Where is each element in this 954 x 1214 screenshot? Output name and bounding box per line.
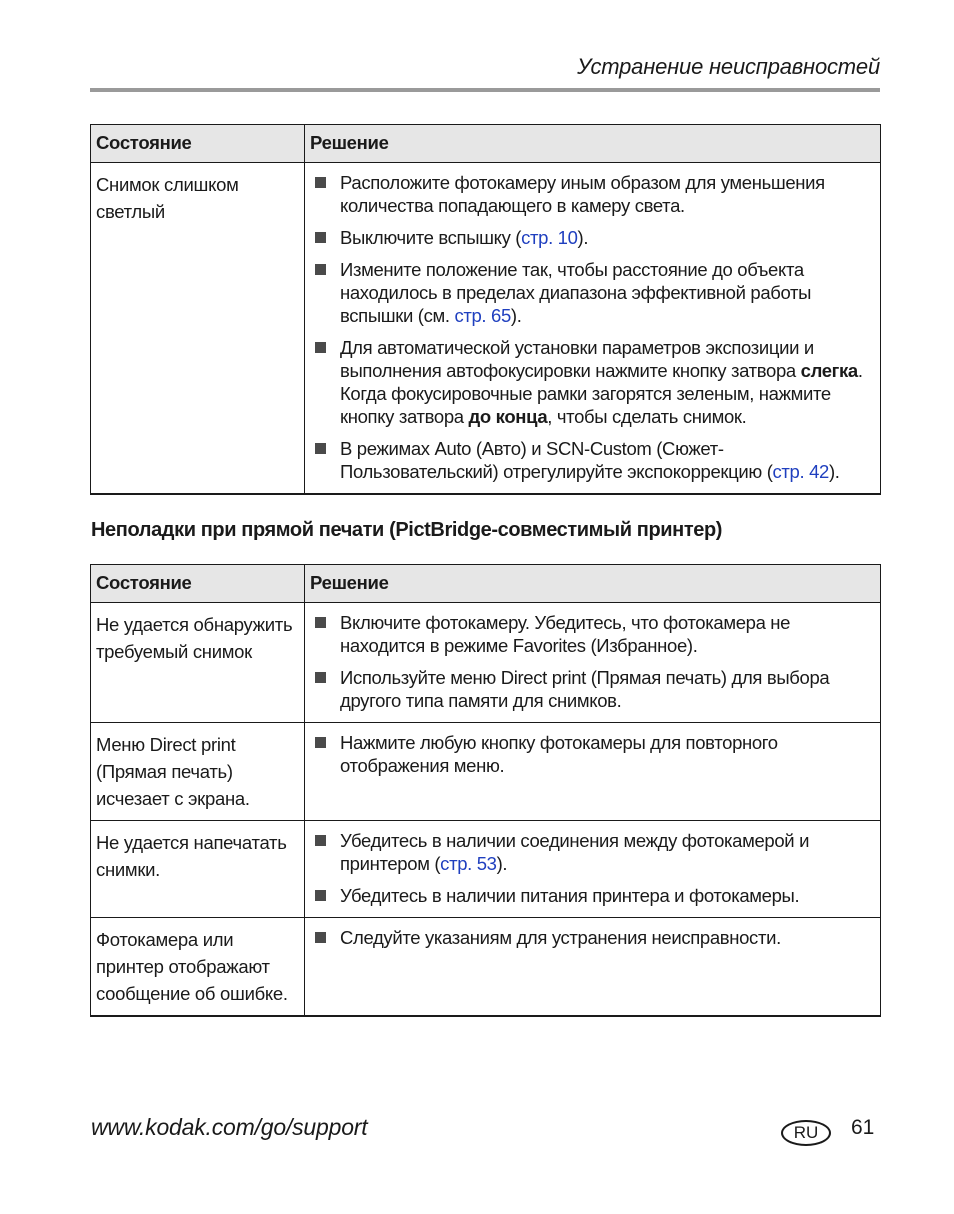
header-rule — [90, 88, 880, 92]
page-reference-link[interactable]: стр. 42 — [772, 461, 829, 482]
solution-text: Следуйте указаниям для устранения неисправности. — [340, 927, 781, 948]
troubleshooting-table-printing — [90, 564, 881, 1017]
solution-item — [311, 731, 870, 777]
square-bullet-icon — [315, 232, 326, 243]
solution-text: Используйте меню Direct print (Прямая печать) для выбора другого типа памяти для снимков. — [340, 667, 830, 711]
solution-list — [311, 731, 870, 777]
table-row — [91, 821, 881, 918]
state-cell: Снимок слишком светлый — [91, 163, 305, 495]
solution-item — [311, 171, 870, 217]
solution-item — [311, 926, 870, 949]
solution-item — [311, 666, 870, 712]
square-bullet-icon — [315, 342, 326, 353]
page-reference-link[interactable]: стр. 53 — [440, 853, 497, 874]
solution-item — [311, 829, 870, 875]
solution-text: ). — [828, 461, 840, 482]
solution-text: Убедитесь в наличии соединения между фотокамерой и принтером ( — [340, 830, 810, 874]
page-number: 61 — [851, 1116, 875, 1139]
solution-cell — [305, 821, 881, 918]
solution-text: ). — [496, 853, 508, 874]
solution-item — [311, 437, 870, 483]
solution-text: В режимах Auto (Авто) и SCN-Custom (Сюжет-Пользовательский) отрегулируйте экспокоррекцию ( — [340, 438, 773, 482]
state-cell: Меню Direct print (Прямая печать) исчезает с экрана. — [91, 723, 305, 821]
column-header-solution: Решение — [305, 125, 881, 163]
emphasis-text: слегка — [800, 360, 858, 381]
section-title: Неполадки при прямой печати (PictBridge-совместимый принтер) — [91, 519, 723, 541]
emphasis-text: до конца — [468, 406, 548, 427]
square-bullet-icon — [315, 617, 326, 628]
table-header-row — [91, 565, 881, 603]
square-bullet-icon — [315, 264, 326, 275]
solution-text: Включите фотокамеру. Убедитесь, что фотокамера не находится в режиме Favorites (Избранное). — [340, 612, 791, 656]
state-cell: Фотокамера или принтер отображают сообщение об ошибке. — [91, 918, 305, 1017]
solution-text: ). — [577, 227, 589, 248]
troubleshooting-table-image — [90, 124, 881, 495]
page-header — [90, 52, 880, 92]
square-bullet-icon — [315, 932, 326, 943]
solution-cell — [305, 163, 881, 495]
solution-cell — [305, 603, 881, 723]
table-row — [91, 723, 881, 821]
solution-list — [311, 171, 870, 483]
square-bullet-icon — [315, 672, 326, 683]
solution-list — [311, 926, 870, 949]
solution-text: ). — [510, 305, 522, 326]
solution-text: Для автоматической установки параметров экспозиции и выполнения автофокусировки нажмите кнопку затвора — [340, 337, 814, 381]
table-header-row — [91, 125, 881, 163]
state-cell: Не удается напечатать снимки. — [91, 821, 305, 918]
solution-cell — [305, 723, 881, 821]
solution-text: Выключите вспышку ( — [340, 227, 522, 248]
square-bullet-icon — [315, 835, 326, 846]
solution-item — [311, 336, 870, 428]
solution-text: . Когда фокусировочные рамки загорятся зеленым, нажмите кнопку затвора — [340, 360, 863, 427]
solution-text: Расположите фотокамеру иным образом для уменьшения количества попадающего в камеру света. — [340, 172, 825, 216]
solution-cell — [305, 918, 881, 1017]
footer-url: www.kodak.com/go/support — [91, 1114, 368, 1140]
solution-item — [311, 884, 870, 907]
solution-item — [311, 226, 870, 249]
solution-text: , чтобы сделать снимок. — [547, 406, 747, 427]
table-row — [91, 918, 881, 1017]
column-header-state: Состояние — [91, 125, 305, 163]
state-cell: Не удается обнаружить требуемый снимок — [91, 603, 305, 723]
solution-text: Измените положение так, чтобы расстояние до объекта находилось в пределах диапазона эффективной работы вспышки (см. — [340, 259, 812, 326]
language-badge: RU — [781, 1120, 831, 1146]
square-bullet-icon — [315, 443, 326, 454]
table-row — [91, 163, 881, 495]
solution-text: Нажмите любую кнопку фотокамеры для повторного отображения меню. — [340, 732, 778, 776]
solution-item — [311, 611, 870, 657]
solution-list — [311, 611, 870, 712]
square-bullet-icon — [315, 177, 326, 188]
solution-text: Убедитесь в наличии питания принтера и фотокамеры. — [340, 885, 800, 906]
solution-list — [311, 829, 870, 907]
header-title: Устранение неисправностей — [577, 54, 880, 79]
page-reference-link[interactable]: стр. 65 — [454, 305, 511, 326]
square-bullet-icon — [315, 737, 326, 748]
solution-item — [311, 258, 870, 327]
square-bullet-icon — [315, 890, 326, 901]
page-reference-link[interactable]: стр. 10 — [521, 227, 578, 248]
column-header-state: Состояние — [91, 565, 305, 603]
table-row — [91, 603, 881, 723]
column-header-solution: Решение — [305, 565, 881, 603]
